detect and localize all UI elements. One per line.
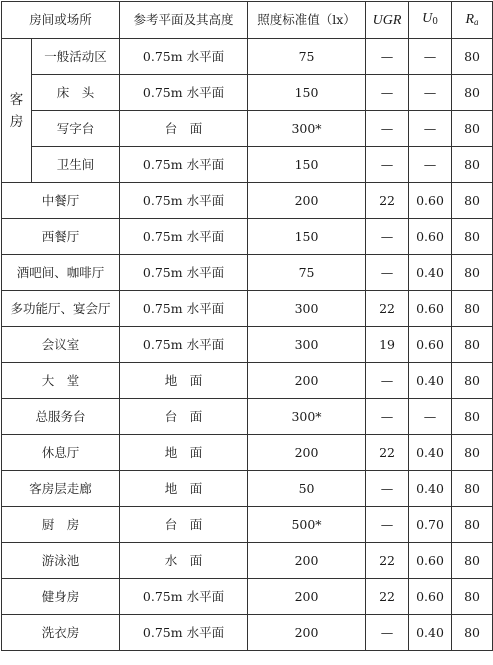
cell-plane: 水 面 [120,543,248,579]
table-row [2,543,493,579]
cell-name: 西餐厅 [2,219,120,255]
cell-ra: 80 [452,399,493,435]
table-row [2,471,493,507]
table-row [2,75,493,111]
table-body [2,39,493,651]
cell-lux: 75 [248,255,366,291]
cell-plane: 0.75m 水平面 [120,255,248,291]
cell-name: 洗衣房 [2,615,120,651]
cell-plane: 0.75m 水平面 [120,291,248,327]
cell-lux: 500* [248,507,366,543]
cell-plane: 0.75m 水平面 [120,147,248,183]
table-row [2,363,493,399]
header-u0-label: U [422,11,433,26]
cell-plane: 台 面 [120,111,248,147]
cell-lux: 200 [248,363,366,399]
cell-ugr: — [366,147,409,183]
table-row [2,507,493,543]
cell-name: 写字台 [32,111,120,147]
cell-plane: 0.75m 水平面 [120,75,248,111]
cell-ra: 80 [452,291,493,327]
cell-lux: 50 [248,471,366,507]
cell-plane: 0.75m 水平面 [120,579,248,615]
cell-lux: 150 [248,75,366,111]
cell-u0: 0.40 [409,255,452,291]
cell-lux: 200 [248,579,366,615]
table-row [2,111,493,147]
table-row [2,399,493,435]
cell-plane: 地 面 [120,471,248,507]
cell-ugr: — [366,363,409,399]
header-plane: 参考平面及其高度 [120,2,248,39]
table-row [2,579,493,615]
cell-plane: 0.75m 水平面 [120,219,248,255]
table-row [2,435,493,471]
cell-ugr: — [366,75,409,111]
cell-ugr: — [366,615,409,651]
table-row [2,219,493,255]
header-row [2,2,493,39]
cell-u0: 0.40 [409,435,452,471]
cell-u0: 0.60 [409,219,452,255]
cell-ugr: 22 [366,291,409,327]
cell-ra: 80 [452,75,493,111]
cell-u0: 0.60 [409,183,452,219]
cell-u0: — [409,111,452,147]
cell-u0: 0.40 [409,471,452,507]
cell-ugr: — [366,255,409,291]
cell-plane: 台 面 [120,507,248,543]
cell-ra: 80 [452,183,493,219]
cell-ugr: — [366,111,409,147]
cell-ra: 80 [452,579,493,615]
table-row [2,183,493,219]
header-ugr-label: UGR [372,12,402,28]
cell-name: 厨 房 [2,507,120,543]
cell-lux: 200 [248,435,366,471]
cell-u0: — [409,147,452,183]
cell-ugr: — [366,507,409,543]
cell-ra: 80 [452,435,493,471]
cell-u0: 0.40 [409,363,452,399]
cell-plane: 0.75m 水平面 [120,327,248,363]
cell-name: 休息厅 [2,435,120,471]
cell-ugr: 22 [366,435,409,471]
header-ra-label: R [465,11,475,27]
cell-name: 健身房 [2,579,120,615]
cell-u0: 0.60 [409,543,452,579]
cell-name: 酒吧间、咖啡厅 [2,255,120,291]
cell-ugr: — [366,471,409,507]
cell-name: 多功能厅、宴会厅 [2,291,120,327]
cell-u0: — [409,399,452,435]
cell-ra: 80 [452,543,493,579]
cell-ra: 80 [452,363,493,399]
table-row [2,327,493,363]
cell-ra: 80 [452,255,493,291]
cell-u0: — [409,75,452,111]
cell-ra: 80 [452,615,493,651]
table-row [2,291,493,327]
cell-lux: 200 [248,543,366,579]
cell-name: 一般活动区 [32,39,120,75]
cell-lux: 75 [248,39,366,75]
cell-ugr: 19 [366,327,409,363]
cell-plane: 0.75m 水平面 [120,39,248,75]
cell-lux: 300 [248,327,366,363]
header-ra-subscript: a [474,16,479,27]
guestroom-group-cell [2,39,32,183]
cell-ra: 80 [452,39,493,75]
cell-plane: 台 面 [120,399,248,435]
cell-lux: 150 [248,147,366,183]
header-ra [452,2,493,39]
cell-u0: 0.60 [409,327,452,363]
cell-ra: 80 [452,147,493,183]
lighting-standard-table [1,1,493,651]
cell-ugr: 22 [366,543,409,579]
cell-lux: 300 [248,291,366,327]
cell-name: 卫生间 [32,147,120,183]
cell-lux: 200 [248,615,366,651]
cell-lux: 300* [248,111,366,147]
cell-ugr: — [366,219,409,255]
cell-plane: 地 面 [120,435,248,471]
cell-u0: 0.60 [409,579,452,615]
cell-ra: 80 [452,219,493,255]
cell-ugr: — [366,399,409,435]
cell-name: 总服务台 [2,399,120,435]
cell-ra: 80 [452,471,493,507]
cell-name: 大 堂 [2,363,120,399]
cell-name: 中餐厅 [2,183,120,219]
cell-u0: 0.60 [409,291,452,327]
cell-name: 会议室 [2,327,120,363]
cell-ra: 80 [452,111,493,147]
header-place: 房间或场所 [2,2,120,39]
table-row [2,255,493,291]
cell-ugr: 22 [366,579,409,615]
cell-plane: 0.75m 水平面 [120,615,248,651]
cell-plane: 0.75m 水平面 [120,183,248,219]
cell-ugr: 22 [366,183,409,219]
cell-name: 床 头 [32,75,120,111]
header-lux: 照度标准值（lx） [248,2,366,39]
cell-u0: 0.40 [409,615,452,651]
cell-lux: 200 [248,183,366,219]
cell-lux: 300* [248,399,366,435]
cell-name: 游泳池 [2,543,120,579]
cell-ugr: — [366,39,409,75]
guestroom-group-label: 客房 [9,91,24,130]
table-row [2,147,493,183]
header-u0-subscript: 0 [432,17,438,27]
cell-u0: — [409,39,452,75]
cell-ra: 80 [452,507,493,543]
cell-lux: 150 [248,219,366,255]
table-row [2,39,493,75]
cell-name: 客房层走廊 [2,471,120,507]
header-u0 [409,2,452,39]
cell-plane: 地 面 [120,363,248,399]
header-ugr [366,2,409,39]
table-row [2,615,493,651]
cell-ra: 80 [452,327,493,363]
cell-u0: 0.70 [409,507,452,543]
